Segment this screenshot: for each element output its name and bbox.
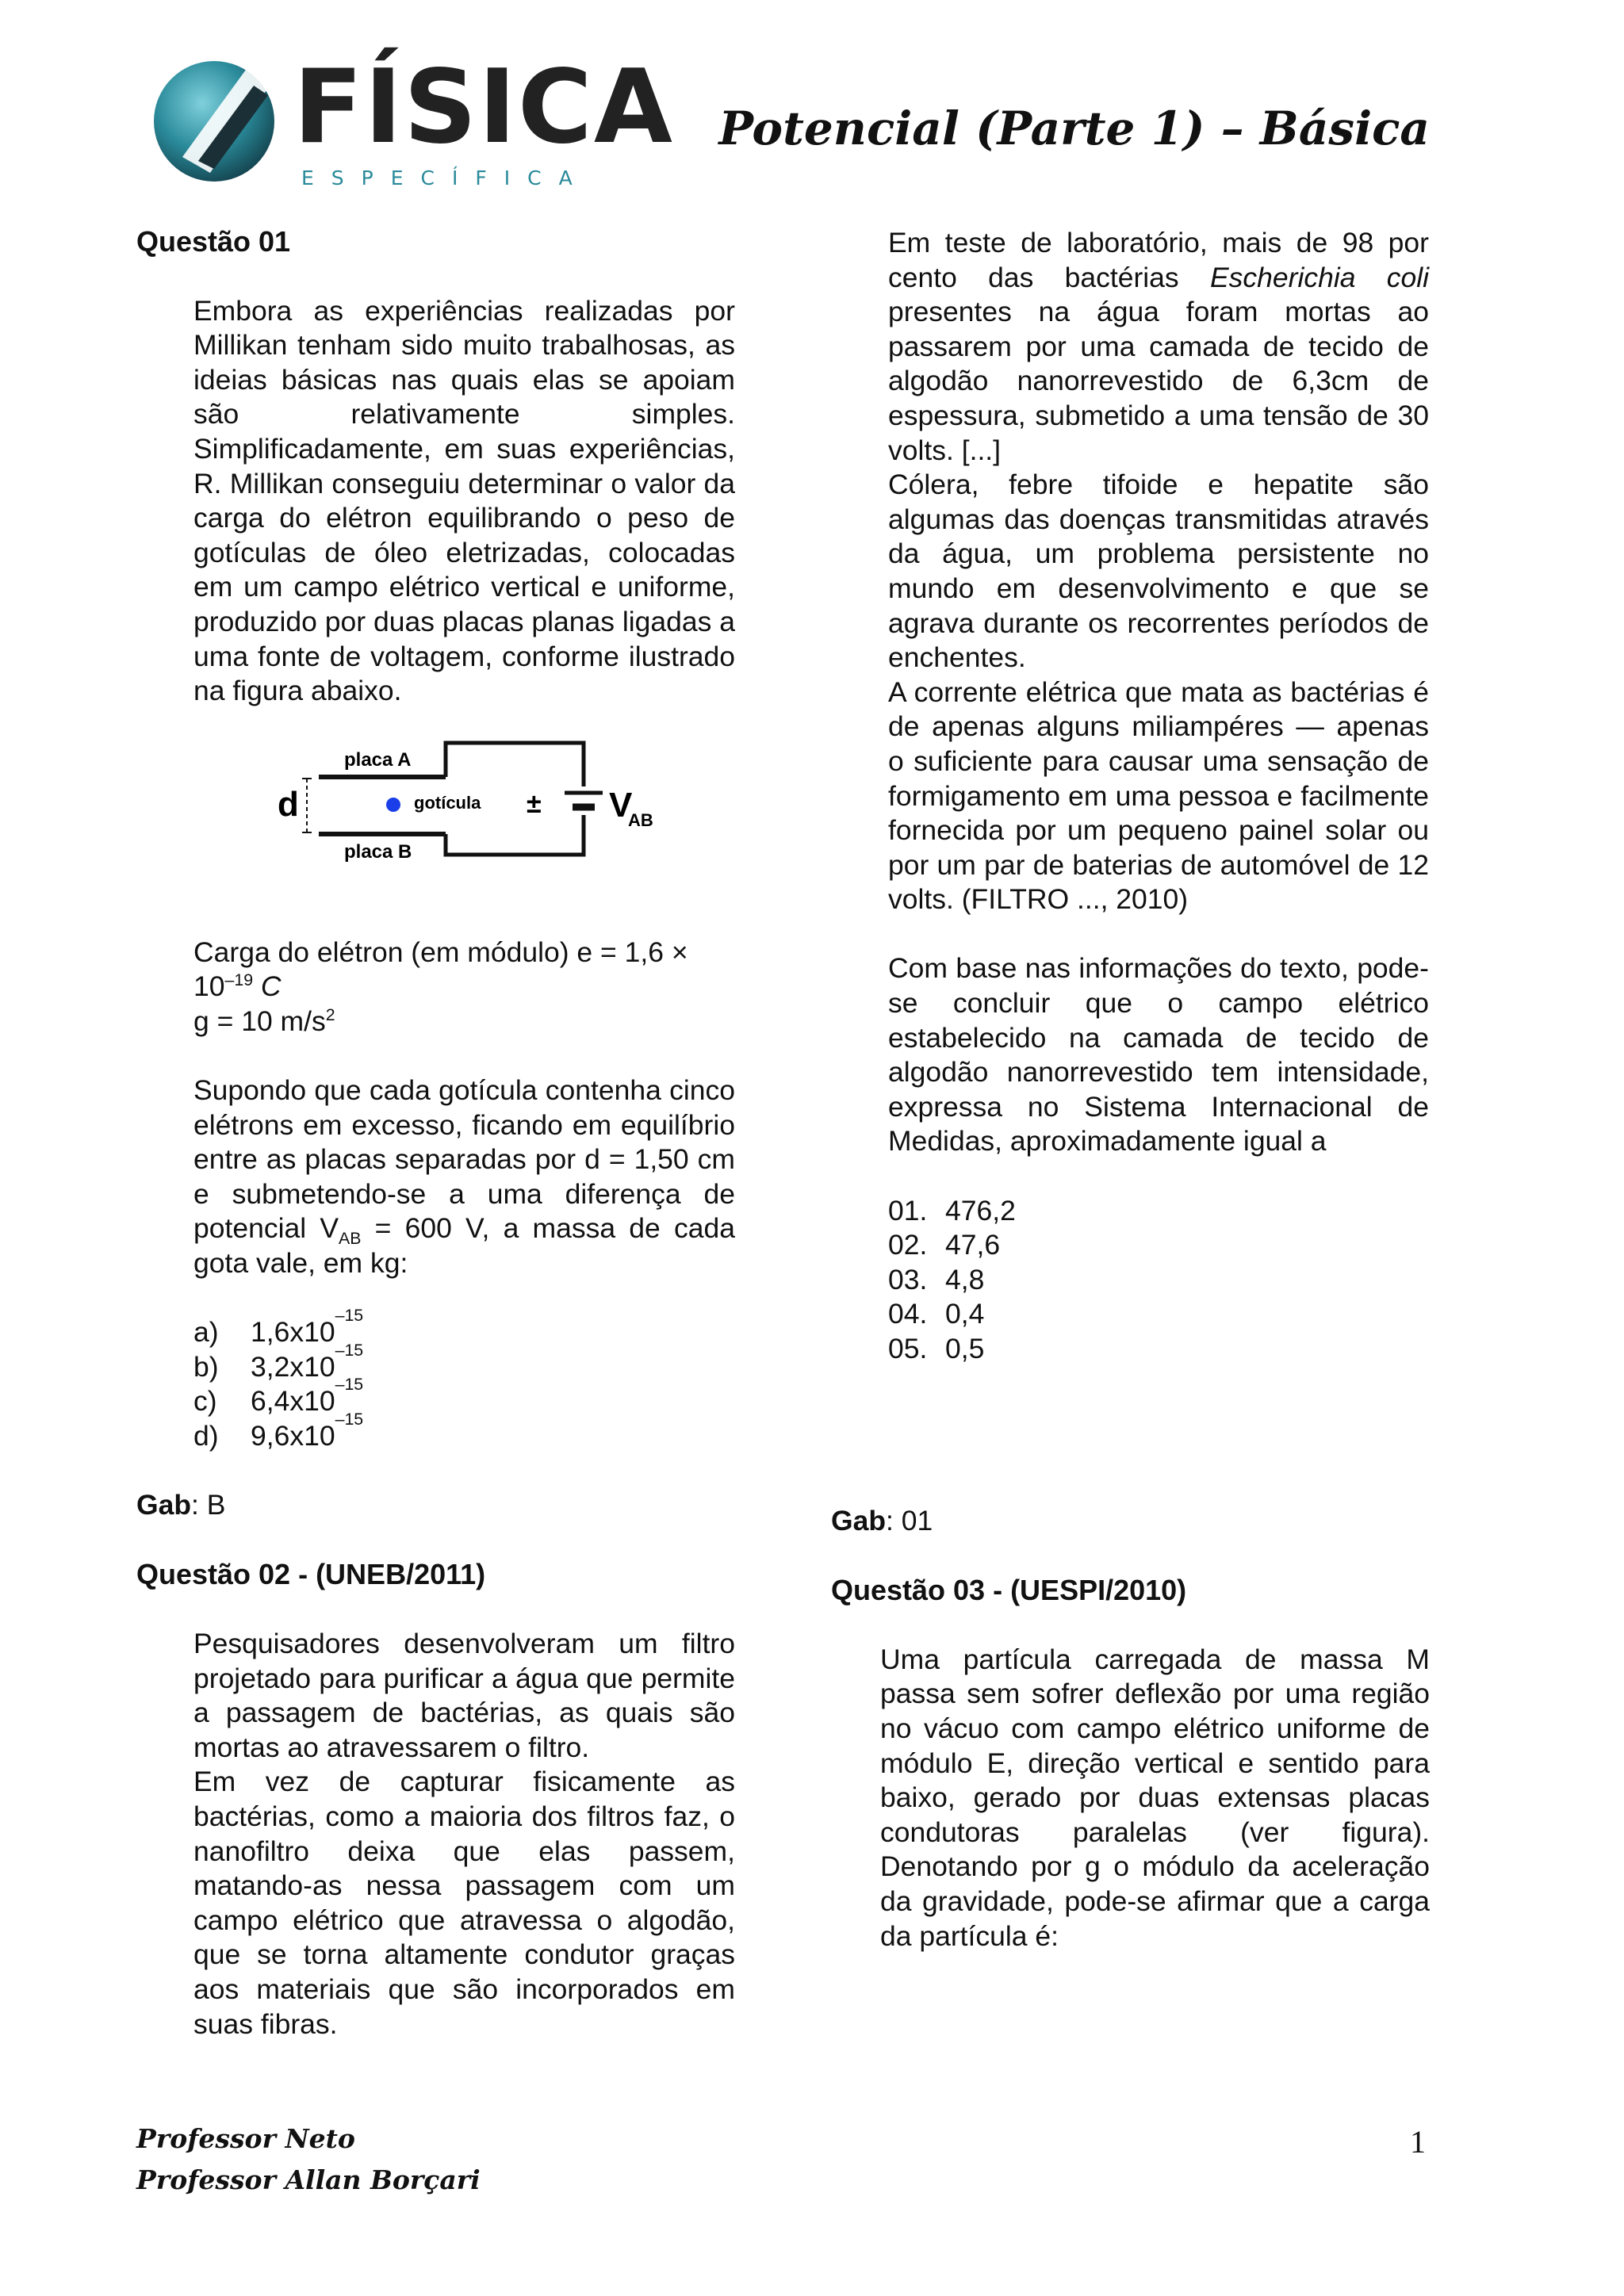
species-name: Escherichia coli [1209,261,1429,293]
label-placa-a: placa A [344,748,412,771]
label-v-subscript: AB [628,809,653,830]
option-value: 6,4x10 [251,1385,335,1418]
question-01-options [193,1306,735,1453]
option-value: 4,8 [945,1263,985,1295]
option-label: b) [193,1350,219,1383]
answer-value: : B [191,1489,226,1521]
question-02-paragraph-3 [888,226,1429,468]
option-value: 9,6x10 [251,1420,335,1452]
label-v: V [609,785,633,825]
option-value: 0,5 [945,1333,985,1364]
option-c[interactable] [193,1375,735,1419]
label-plus-minus: ± [527,788,542,819]
gravity-line [193,1004,735,1039]
question-02-answer [831,1504,1430,1539]
question-01-body [193,294,735,1454]
answer-label: Gab [831,1505,887,1536]
option-02[interactable] [888,1228,1429,1263]
question-01-heading: Questão 01 [136,225,291,258]
logo-emblem-icon [151,54,285,189]
logo [151,48,674,198]
option-a[interactable] [193,1306,735,1350]
gravity-text: g = 10 m/s [193,1004,326,1037]
option-value: 47,6 [945,1229,1001,1261]
option-b[interactable] [193,1340,735,1385]
option-exponent: –15 [335,1375,364,1395]
charge-text: Carga do elétron (em módulo) e = 1,6 × [193,936,688,968]
question-02-paragraph-4: Cólera, febre tifoide e hepatite são algumas das doenças transmitidas através da água, um problema persistente no mundo em desenvolvimento e que se agrava durante os recorrentes períodos de enchentes. [888,469,1429,674]
option-label: a) [193,1316,219,1349]
question-03-body [880,1643,1430,1954]
capacitor-diagram [193,714,735,936]
question-02-heading: Questão 02 - (UNEB/2011) [136,1558,486,1591]
option-label: 02. [888,1229,928,1261]
footer-author-2: Professor Allan Borçari [136,2164,481,2195]
charge-unit: C [260,970,282,1003]
option-04[interactable] [888,1297,1429,1332]
wire-top [446,743,584,786]
question-01-prompt [193,1073,735,1281]
page-number: 1 [1410,2124,1426,2160]
charge-constant-line2 [193,970,735,1004]
droplet [386,798,400,812]
left-column [136,224,735,2042]
option-value: 476,2 [945,1194,1016,1226]
para3-text-b: presentes na água foram mortas ao passarem por uma camada de tecido de algodão nanorrevestido de 6,3cm de espessura, submetido a uma tensão de 30 volts. [...] [888,296,1429,466]
option-01[interactable] [888,1194,1429,1229]
label-gota: gotícula [414,792,481,813]
question-02-paragraph-5: A corrente elétrica que mata as bactérias é de apenas alguns miliampéres — apenas o suficiente para causar uma sensação de formigamento em uma pessoa e facilmente fornecida por um pequeno painel solar ou por um par de baterias de automóvel de 12 volts. (FILTRO ..., 2010) [888,675,1429,916]
footer-author-1: Professor Neto [136,2123,355,2154]
brand-name: FÍSICA [293,48,674,166]
charge-exponent: –19 [224,970,254,990]
option-label: 01. [888,1194,928,1226]
option-value: 3,2x10 [251,1350,335,1383]
option-d[interactable] [193,1410,735,1454]
charge-constant-line1 [193,936,735,970]
label-placa-b: placa B [344,840,412,863]
millikan-figure [193,714,735,936]
wire-bottom [446,815,584,855]
option-value: 0,4 [945,1298,985,1330]
question-01-answer [136,1488,735,1523]
label-d: d [278,784,299,824]
answer-label: Gab [136,1489,192,1521]
right-column-lower [831,1504,1430,1954]
option-label: d) [193,1420,219,1452]
option-label: 04. [888,1298,928,1330]
question-02-body-left [193,1627,735,2042]
option-exponent: –15 [335,1306,364,1326]
option-exponent: –15 [335,1340,364,1360]
option-value: 1,6x10 [251,1316,335,1349]
gravity-exponent: 2 [325,1005,335,1025]
question-03-heading: Questão 03 - (UESPI/2010) [831,1574,1187,1607]
question-01-text: Embora as experiências realizadas por Millikan tenham sido muito trabalhosas, as ideias básicas nas quais elas se apoiam são relativamente simples. Simplificadamente, em suas experiências, R. Millikan conseguiu determinar o valor da carga do elétron equilibrando o peso de gotículas de óleo eletrizadas, colocadas em um campo elétrico vertical e uniforme, produzido por duas placas planas ligadas a uma fonte de voltagem, conforme ilustrado na figura abaixo. [193,294,735,707]
brand-subtitle: ESPECÍFICA [301,166,590,189]
document-title: Potencial (Parte 1) – Básica [718,101,1430,155]
prompt-text-b: = 600 V, a massa de cada gota vale, em kg: [193,1212,735,1280]
option-exponent: –15 [335,1410,364,1429]
question-02-paragraph-1: Pesquisadores desenvolveram um filtro projetado para purificar a água que permite a passagem de bactérias, as quais são mortas ao atravessarem o filtro. [193,1628,735,1763]
para3-text-a: Em teste de laboratório, mais de 98 por cento das bactérias [888,227,1429,293]
option-label: c) [193,1385,217,1418]
charge-base: 10 [193,970,225,1003]
option-03[interactable] [888,1263,1429,1298]
question-02-paragraph-2: Em vez de capturar fisicamente as bactérias, como a maioria dos filtros faz, o nanofiltro deixa que elas passem, matando-as nessa passagem com um campo elétrico que atravessa o algodão, que se torna altamente condutor graças aos materiais que são incorporados em suas fibras. [193,1766,735,2040]
right-column [888,226,1429,1367]
option-label: 05. [888,1333,928,1364]
answer-value: : 01 [886,1505,933,1536]
question-03-text: Uma partícula carregada de massa M passa sem sofrer deflexão por uma região no vácuo com campo elétrico uniforme de módulo E, direção vertical e sentido para baixo, gerado por duas extensas placas condutoras paralelas (ver figura). Denotando por g o módulo da aceleração da gravidade, pode-se afirmar que a carga da partícula é: [880,1643,1430,1952]
prompt-subscript: AB [339,1229,362,1249]
option-label: 03. [888,1263,928,1295]
question-02-options [888,1194,1429,1367]
option-05[interactable] [888,1332,1429,1367]
question-02-prompt: Com base nas informações do texto, pode-se concluir que o campo elétrico estabelecido na camada de tecido de algodão nanorrevestido tem intensidade, expressa no Sistema Internacional de Medidas, aproximadamente igual a [888,952,1429,1158]
prompt-text-a: Supondo que cada gotícula contenha cinco elétrons em excesso, ficando em equilíbrio entre as placas separadas por d = 1,50 cm e submetendo-se a uma diferença de potencial V [193,1074,735,1245]
